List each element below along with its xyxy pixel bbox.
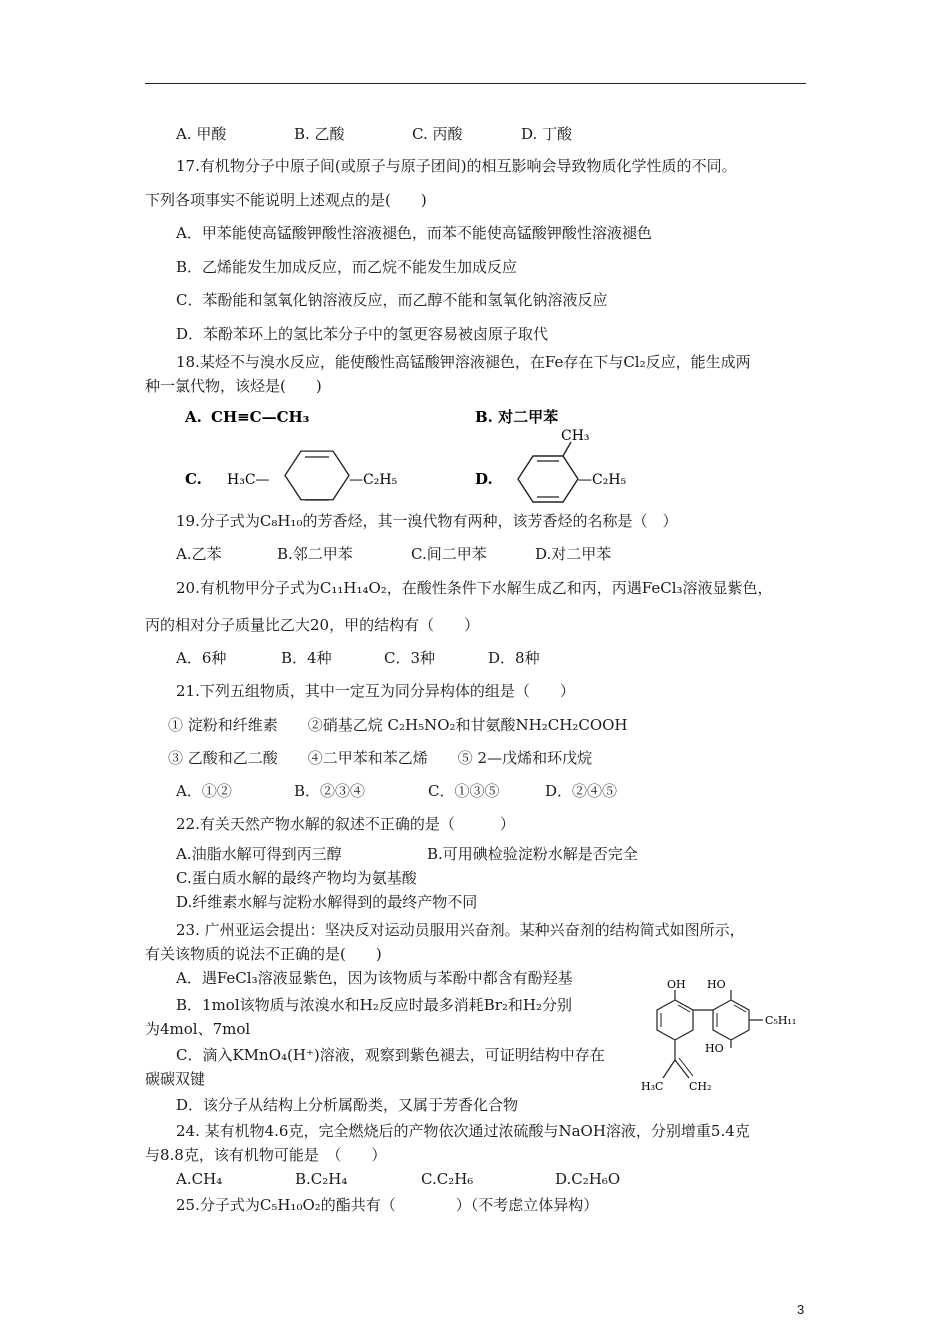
q23-methyl-bond: [663, 1060, 675, 1078]
q19-option-a: A.乙苯: [176, 545, 222, 563]
q24-stem-line2: 与8.8克，该有机物可能是 （ ）: [145, 1146, 387, 1164]
q23-option-d: D．该分子从结构上分析属酚类，又属于芳香化合物: [176, 1096, 519, 1114]
q18-option-b: B. 对二甲苯: [475, 408, 559, 426]
q18-c-h3c: H₃C—: [227, 472, 270, 488]
q19-option-b: B.邻二甲苯: [277, 545, 353, 563]
q18-stem-line2: 种一氯代物，该烃是( ): [145, 377, 322, 395]
q18-d-methyl-bond: [563, 442, 571, 456]
q24-option-c: C.C₂H₆: [421, 1170, 474, 1188]
q22-option-b: B.可用碘检验淀粉水解是否完全: [427, 845, 638, 863]
q21-option-c: C．①③⑤: [428, 782, 500, 800]
q20-stem-line1: 20.有机物甲分子式为C₁₁H₁₄O₂，在酸性条件下水解生成乙和丙，丙遇FeCl₃溶液显紫色，: [176, 579, 773, 597]
q17-stem-line1: 17.有机物分子中原子间(或原子与原子团间)的相互影响会导致物质化学性质的不同。: [176, 157, 737, 175]
q18-c-c2h5: —C₂H₅: [349, 472, 398, 488]
q23-stem-line1: 23. 广州亚运会提出：坚决反对运动员服用兴奋剂。某种兴奋剂的结构简式如图所示，: [176, 921, 745, 939]
q18-option-c-label: C.: [185, 470, 202, 488]
q22-option-c: C.蛋白质水解的最终产物均为氨基酸: [176, 869, 417, 887]
q21-option-a: A．①②: [176, 782, 232, 800]
q17-option-c: C．苯酚能和氢氧化钠溶液反应，而乙醇不能和氢氧化钠溶液反应: [176, 291, 608, 309]
q23-oh-left: OH: [667, 978, 686, 991]
q19-stem: 19.分子式为C₈H₁₀的芳香烃，其一溴代物有两种，该芳香烃的名称是（ ）: [176, 512, 678, 530]
q22-stem: 22.有关天然产物水解的叙述不正确的是（ ）: [176, 815, 515, 833]
q17-option-d: D．苯酚苯环上的氢比苯分子中的氢更容易被卤原子取代: [176, 325, 549, 343]
q24-option-a: A.CH₄: [176, 1170, 223, 1188]
q23-option-b-line2: 为4mol、7mol: [145, 1020, 251, 1038]
q20-option-c: C．3种: [384, 649, 436, 667]
q21-option-b: B．②③④: [294, 782, 366, 800]
q18-option-a-label: A.: [185, 408, 202, 426]
q25-stem: 25.分子式为C₅H₁₀O₂的酯共有（ ）（不考虑立体异构）: [176, 1196, 599, 1214]
q18-option-a-formula: CH≡C—CH₃: [211, 408, 310, 426]
q18-structures: [175, 400, 675, 505]
q23-ch2: CH₂: [689, 1080, 712, 1093]
q18-d-c2h5: —C₂H₅: [578, 472, 627, 488]
q23-option-c-line1: C．滴入KMnO₄(H⁺)溶液，观察到紫色褪去，可证明结构中存在: [176, 1046, 605, 1064]
q18-option-d-label: D.: [475, 470, 493, 488]
q23-stem-line2: 有关该物质的说法不正确的是( ): [145, 945, 382, 963]
q18-stem-line1: 18.某烃不与溴水反应，能使酸性高锰酸钾溶液褪色，在Fe存在下与Cl₂反应，能生成两: [176, 353, 751, 371]
q23-option-a: A．遇FeCl₃溶液显紫色，因为该物质与苯酚中都含有酚羟基: [176, 969, 573, 987]
q17-stem-line2: 下列各项事实不能说明上述观点的是( ): [145, 191, 427, 209]
q23-left-ring-double2: [678, 1005, 690, 1012]
q23-right-ring-double2: [734, 1005, 746, 1012]
q24-stem-line1: 24. 某有机物4.6克，完全燃烧后的产物依次通过浓硫酸与NaOH溶液，分别增重5.4克: [176, 1122, 750, 1140]
q16-option-b: B. 乙酸: [294, 125, 345, 143]
q18-c-benzene-ring: [285, 451, 349, 500]
q19-option-c: C.间二甲苯: [411, 545, 487, 563]
q19-option-d: D.对二甲苯: [535, 545, 612, 563]
q21-items-line1: ① 淀粉和纤维素 ②硝基乙烷 C₂H₅NO₂和甘氨酸NH₂CH₂COOH: [168, 716, 628, 734]
q17-option-a: A．甲苯能使高锰酸钾酸性溶液褪色，而苯不能使高锰酸钾酸性溶液褪色: [176, 224, 652, 242]
q16-option-c: C. 丙酸: [412, 125, 463, 143]
q22-option-d: D.纤维素水解与淀粉水解得到的最终产物不同: [176, 893, 478, 911]
q21-items-line2: ③ 乙酸和乙二酸 ④二甲苯和苯乙烯 ⑤ 2—戊烯和环戊烷: [168, 749, 593, 767]
q20-option-a: A．6种: [176, 649, 227, 667]
q23-right-ring: [713, 1000, 749, 1040]
q23-ch2-bond: [675, 1060, 689, 1078]
q24-option-d: D.C₂H₆O: [555, 1170, 621, 1188]
q18-d-benzene-ring: [518, 456, 578, 502]
page-number: 3: [797, 1302, 805, 1317]
q23-option-c-line2: 碳碳双键: [145, 1070, 206, 1088]
q23-option-b-line1: B．1mol该物质与浓溴水和H₂反应时最多消耗Br₂和H₂分别: [176, 996, 573, 1014]
q16-option-a: A. 甲酸: [176, 125, 227, 143]
q23-h3c: H₃C: [641, 1080, 664, 1093]
q23-c5h11: C₅H₁₁: [765, 1014, 797, 1027]
q17-option-b: B．乙烯能发生加成反应，而乙烷不能发生加成反应: [176, 258, 518, 276]
q21-stem: 21.下列五组物质，其中一定互为同分异构体的组是（ ）: [176, 682, 575, 700]
header-rule: [145, 83, 806, 84]
q23-left-ring: [657, 1000, 693, 1040]
q20-option-b: B．4种: [281, 649, 332, 667]
q16-option-d: D. 丁酸: [521, 125, 573, 143]
q23-structure: [635, 970, 815, 1100]
q23-ho-top: HO: [707, 978, 726, 991]
q23-ho-bottom: HO: [705, 1042, 724, 1055]
q21-option-d: D．②④⑤: [545, 782, 618, 800]
q22-option-a: A.油脂水解可得到丙三醇: [176, 845, 342, 863]
q24-option-b: B.C₂H₄: [295, 1170, 348, 1188]
q18-d-ch3: CH₃: [561, 428, 590, 444]
q20-option-d: D．8种: [488, 649, 540, 667]
q20-stem-line2: 丙的相对分子质量比乙大20，甲的结构有（ ）: [145, 616, 480, 634]
